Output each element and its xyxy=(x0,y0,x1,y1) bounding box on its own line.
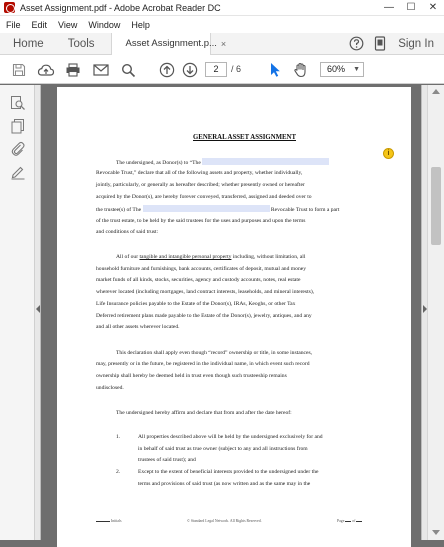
list-item-line: trustees of said trust); and xyxy=(138,457,196,463)
zoom-value: 60% xyxy=(327,64,346,74)
page-number-input[interactable]: 2 xyxy=(205,62,227,77)
list-item-line: in behalf of said trust as true owner (subject to any and all instructions from xyxy=(138,446,308,452)
paragraph-line: and conditions of said trust: xyxy=(96,229,159,235)
paragraph-line: jointly, particularly, or generally as hereafter described; whether presently owned or hereafter xyxy=(96,182,305,188)
bookmark-search-icon[interactable] xyxy=(9,94,27,112)
window-title: Asset Assignment.pdf - Adobe Acrobat Reader DC xyxy=(20,2,221,13)
document-tab-label: Asset Assignment.p... xyxy=(125,38,217,49)
close-window-button[interactable]: ✕ xyxy=(428,2,438,13)
document-title: GENERAL ASSET ASSIGNMENT xyxy=(193,134,296,141)
list-item-line: terms and provisions of said trust (as now written and as the same may in the xyxy=(138,481,311,487)
vertical-scrollbar[interactable] xyxy=(427,85,444,540)
left-panel-toggle[interactable] xyxy=(35,85,41,540)
signature-icon[interactable] xyxy=(9,163,27,181)
paragraph-line: Revocable Trust,” declare that all of the following assets and property, whether individually, xyxy=(96,170,303,176)
paragraph-line: This declaration shall apply even though “record” ownership or title, in some instances, xyxy=(116,350,313,356)
trust-name-field[interactable] xyxy=(202,158,329,165)
trustee-trust-name-field[interactable] xyxy=(143,205,270,212)
toolbar xyxy=(0,55,444,84)
title-bar xyxy=(0,0,444,16)
next-page-icon[interactable] xyxy=(180,60,200,80)
page-total: / 6 xyxy=(231,64,242,74)
menu-edit[interactable]: Edit xyxy=(31,19,48,30)
paragraph-line: household furniture and furnishings, bank accounts, certificates of deposit, mutual and money xyxy=(96,266,307,272)
menu-bar xyxy=(0,16,444,33)
page-of-footer: Page of xyxy=(337,519,362,523)
left-nav-panel xyxy=(0,85,35,540)
paragraph-line: The undersigned hereby affirm and declare that from and after the date hereof: xyxy=(116,410,292,416)
close-tab-icon[interactable]: × xyxy=(220,38,227,49)
select-cursor-icon[interactable] xyxy=(265,60,285,80)
paragraph-line: All of our tangible and intangible personal property including, without limitation, all xyxy=(116,254,306,260)
list-item-line: Except to the extent of beneficial interests provided to the undersigned under the xyxy=(138,469,319,475)
document-canvas[interactable] xyxy=(42,85,421,540)
copyright-footer: © Standard Legal Network. All Rights Reserved. xyxy=(187,519,262,523)
help-icon[interactable] xyxy=(344,33,368,55)
maximize-button[interactable]: ☐ xyxy=(406,2,416,13)
paragraph-line: wherever located (including mortgages, land contract interests, leaseholds, and mineral interests), xyxy=(96,289,315,295)
scroll-up-icon[interactable] xyxy=(432,89,440,94)
tab-home[interactable]: Home xyxy=(13,37,44,50)
list-number: 2. xyxy=(116,469,121,475)
paragraph-line: of the trust estate, to be held by the said trustees for the uses and purposes and upon the terms xyxy=(96,218,306,224)
menu-window[interactable]: Window xyxy=(88,19,121,30)
prev-page-icon[interactable] xyxy=(157,60,177,80)
mobile-icon[interactable] xyxy=(368,33,392,55)
zoom-caret-icon: ▼ xyxy=(353,66,360,73)
tab-document[interactable] xyxy=(111,33,227,55)
upload-icon[interactable] xyxy=(36,60,56,80)
scroll-down-icon[interactable] xyxy=(432,530,440,535)
hand-tool-icon[interactable] xyxy=(291,60,311,80)
paragraph-line: Life Insurance policies payable to the Estate of the Donor(s), IRAs, Keoghs, or other Tax xyxy=(96,301,296,307)
save-icon[interactable] xyxy=(9,60,29,80)
search-icon[interactable] xyxy=(118,60,138,80)
list-number: 1. xyxy=(116,434,121,440)
paragraph-line: the trustee(s) of The Revocable Trust to form a part xyxy=(96,207,340,213)
scroll-thumb[interactable] xyxy=(431,167,441,245)
tab-tools[interactable]: Tools xyxy=(67,37,95,50)
paragraph-line: and all other assets wherever located. xyxy=(96,324,180,330)
paragraph-line: ownership shall hereby be deemed held in trust even though such trusteeship remains xyxy=(96,373,287,379)
sticky-note-icon[interactable]: i xyxy=(383,148,394,159)
sign-in-button[interactable]: Sign In xyxy=(398,37,434,50)
tab-bar xyxy=(0,33,444,55)
zoom-select[interactable] xyxy=(320,62,364,77)
menu-file[interactable]: File xyxy=(6,19,21,30)
acrobat-app-icon xyxy=(4,2,15,13)
paragraph-line: The undersigned, as Donor(s) to “The xyxy=(116,158,329,167)
paragraph-line: Deferred retirement plans made payable to the Estate of the Donor(s), jewelry, antiques, and any xyxy=(96,313,312,319)
paragraph-line: market funds of all kinds, stocks, securities, agency and custody accounts, notes, real estate xyxy=(96,277,301,283)
paragraph-line: may, presently or in the future, be registered in the individual name, in which event such record xyxy=(96,361,310,367)
minimize-button[interactable]: — xyxy=(384,2,394,13)
pdf-page xyxy=(57,87,411,547)
list-item-line: All properties described above will be held by the undersigned exclusively for and xyxy=(138,434,323,440)
paragraph-line: undisclosed. xyxy=(96,385,124,391)
menu-help[interactable]: Help xyxy=(131,19,150,30)
attachment-icon[interactable] xyxy=(9,140,27,158)
collapse-left-icon xyxy=(36,305,40,313)
initials-footer: Initials xyxy=(96,519,122,523)
email-icon[interactable] xyxy=(91,60,111,80)
pages-icon[interactable] xyxy=(9,117,27,135)
print-icon[interactable] xyxy=(63,60,83,80)
menu-view[interactable]: View xyxy=(58,19,78,30)
paragraph-line: acquired by the Donor(s), are hereby forever conveyed, transferred, assigned and deeded over to xyxy=(96,194,312,200)
